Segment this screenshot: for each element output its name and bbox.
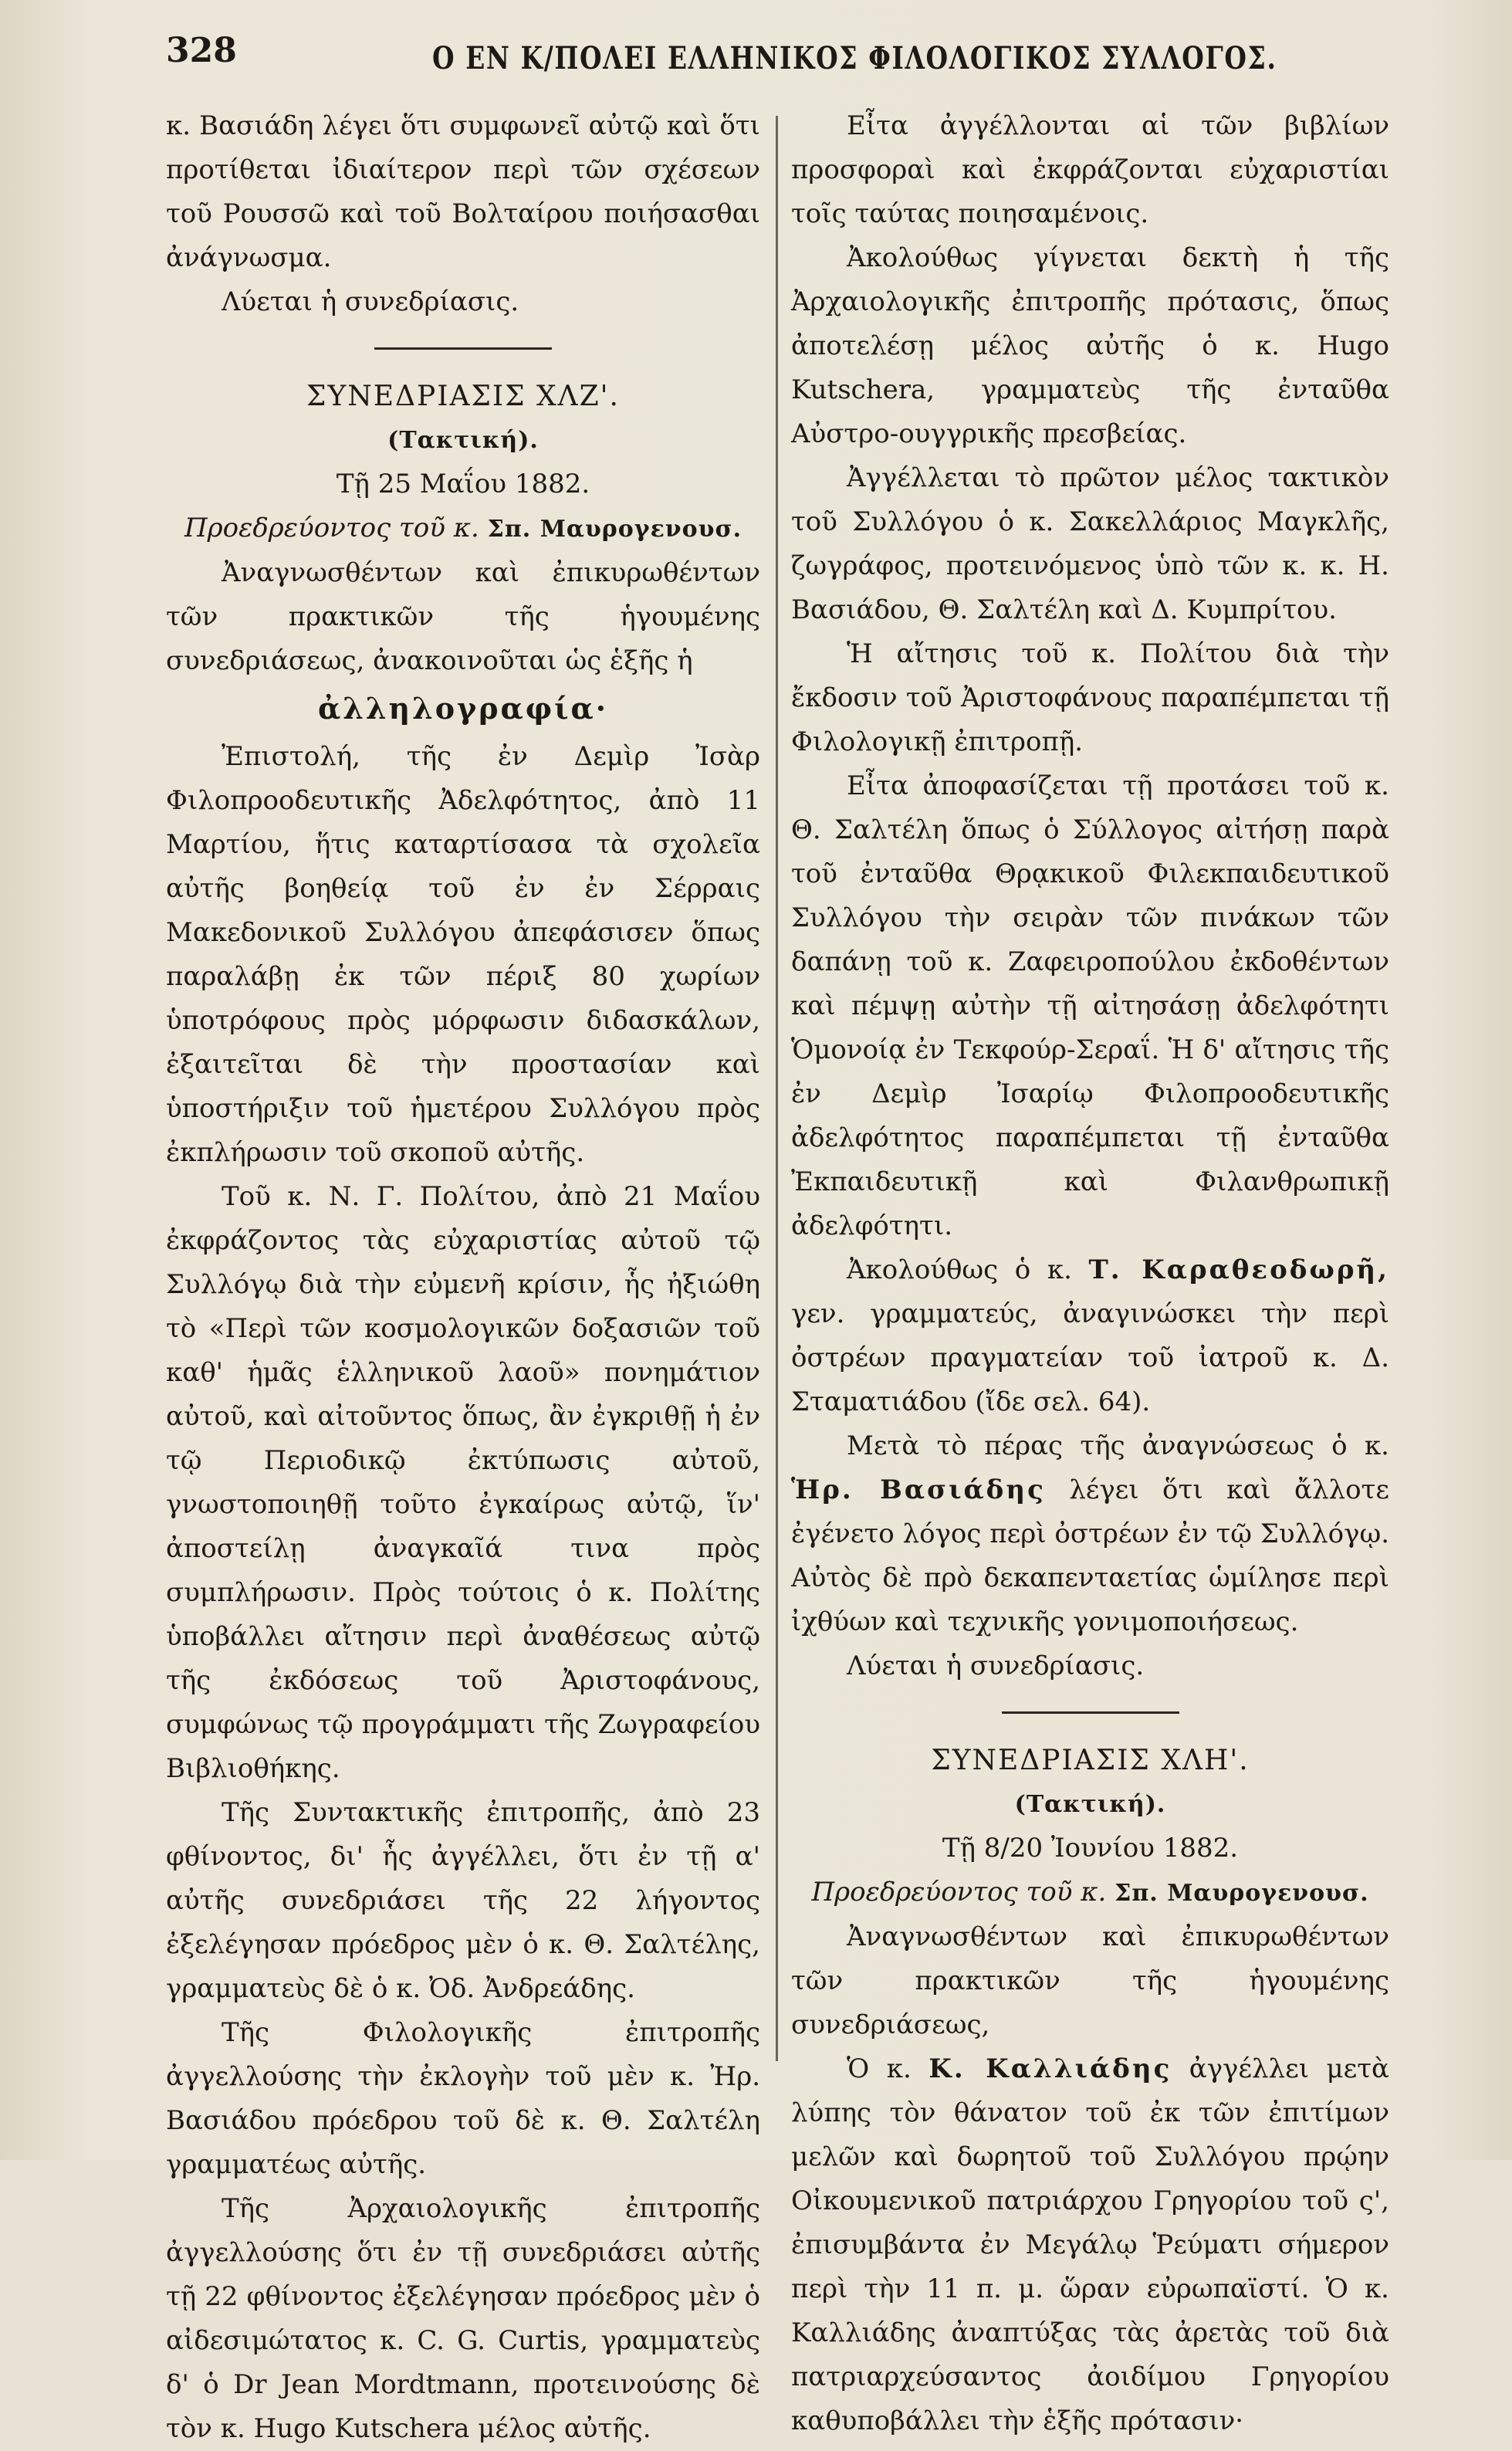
text: γεν. γραμματεύς, ἀναγινώσκει τὴν περὶ ὀστρέων πραγματείαν τοῦ ἰατροῦ κ. Δ. Σταματιάδου (ἴδε σελ. 64).	[791, 1298, 1389, 1417]
session-date: Τῇ 8/20 Ἰουνίου 1882.	[942, 1833, 1239, 1864]
session-type: (Τακτική).	[387, 427, 539, 454]
paragraph: Ἀναγνωσθέντων καὶ ἐπικυρωθέντων τῶν πρακτικῶν τῆς ἡγουμένης συνεδριάσεως,	[791, 1921, 1389, 2040]
president-name: Σπ. Μαυρογενουσ.	[1115, 1880, 1369, 1907]
paragraph: Εἶτα ἀποφασίζεται τῇ προτάσει τοῦ κ. Θ. Σαλτέλη ὅπως ὁ Σύλλογος αἰτήσῃ παρὰ τοῦ ἐνταῦθα Θρᾳκικοῦ Φιλεκπαιδευτικοῦ Συλλόγου τὴν σειρὰν τῶν πινάκων τῶν δαπάνῃ τοῦ κ. Ζαφειροπούλου ἐκδοθέντων καὶ πέμψῃ αὐτὴν τῇ αἰτησάσῃ ἀδελφότητι Ὁμονοίᾳ ἐν Τεκφούρ-Σεραΐ. Ἡ δ' αἴτησις τῆς ἐν Δεμὶρ Ἰσαρίῳ Φιλοπροοδευτικῆς ἀδελφότητος παραπέμπεται τῇ ἐνταῦθα Ἐκπαιδευτικῇ καὶ Φιλανθρωπικῇ ἀδελφότητι.	[791, 770, 1389, 1241]
page-header	[0, 31, 1512, 100]
section-heading: ἀλληλογραφία·	[318, 691, 608, 726]
president-name: Σπ. Μαυρογενουσ.	[487, 516, 742, 543]
paragraph: Τῆς Φιλολογικῆς ἐπιτροπῆς ἀγγελλούσης τὴν ἐκλογὴν τοῦ μὲν κ. Ἠρ. Βασιάδου πρόεδρου τοῦ δὲ κ. Θ. Σαλτέλη γραμματέως αὐτῆς.	[166, 2017, 760, 2180]
page-number: 328	[166, 31, 237, 70]
paragraph: Ἡ αἴτησις τοῦ κ. Πολίτου διὰ τὴν ἔκδοσιν τοῦ Ἀριστοφάνους παραπέμπεται τῇ Φιλολογικῇ ἐπιτροπῇ.	[791, 638, 1389, 757]
paragraph: Τοῦ κ. Ν. Γ. Πολίτου, ἀπὸ 21 Μαΐου ἐκφράζοντος τὰς εὐχαριστίας αὐτοῦ τῷ Συλλόγῳ διὰ τὴν εὐμενῆ κρίσιν, ἧς ἠξιώθη τὸ «Περὶ τῶν κοσμολογικῶν δοξασιῶν τοῦ καθ' ἡμᾶς ἑλληνικοῦ λαοῦ» πονημάτιον αὐτοῦ, καὶ αἰτοῦντος ὅπως, ἂν ἐγκριθῇ ἡ ἐν τῷ Περιοδικῷ ἐκτύπωσις αὐτοῦ, γνωστοποιηθῇ τοῦτο ἐγκαίρως αὐτῷ, ἵν' ἀποστείλῃ ἀναγκαῖά τινα πρὸς συμπλήρωσιν. Πρὸς τούτοις ὁ κ. Πολίτης ὑποβάλλει αἴτησιν περὶ ἀναθέσεως αὐτῷ τῆς ἐκδόσεως τοῦ Ἀριστοφάνους, συμφώνως τῷ προγράμματι τῆς Ζωγραφείου Βιβλιοθήκης.	[166, 1181, 760, 1784]
left-column	[166, 104, 760, 2451]
paragraph: κ. Βασιάδη λέγει ὅτι συμφωνεῖ αὐτῷ καὶ ὅτι προτίθεται ἰδιαίτερον περὶ τῶν σχέσεων τοῦ Ρουσσῶ καὶ τοῦ Βολταίρου ποιήσασθαι ἀνάγνωσμα.	[166, 110, 760, 273]
section-rule	[1002, 1711, 1179, 1714]
paragraph: Τῆς Συντακτικῆς ἐπιτροπῆς, ἀπὸ 23 φθίνοντος, δι' ἧς ἀγγέλλει, ὅτι ἐν τῇ α' αὐτῆς συνεδριάσει τῆς 22 λήγοντος ἐξελέγησαν πρόεδρος μὲν ὁ κ. Θ. Σαλτέλης, γραμματεὺς δὲ ὁ κ. Ὀδ. Ἀνδρεάδης.	[166, 1797, 760, 2004]
paragraph: Ἀναγνωσθέντων καὶ ἐπικυρωθέντων τῶν πρακτικῶν τῆς ἡγουμένης συνεδριάσεως, ἀνακοινοῦται ὡς ἑξῆς ἡ	[166, 557, 760, 676]
paragraph	[791, 1424, 1389, 1644]
paragraph: Ἀκολούθως γίγνεται δεκτὴ ἡ τῆς Ἀρχαιολογικῆς ἐπιτροπῆς πρότασις, ὅπως ἀποτελέσῃ μέλος αὐτῆς ὁ κ. Hugo Kutschera, γραμματεὺς τῆς ἐνταῦθα Αὐστρο-ουγγρικῆς πρεσβείας.	[791, 242, 1389, 449]
running-title: Ο ΕΝ Κ/ΠΟΛΕΙ ΕΛΛΗΝΙΚΟΣ ΦΙΛΟΛΟΓΙΚΟΣ ΣΥΛΛΟΓΟΣ.	[432, 40, 1277, 76]
session-closing: Λύεται ἡ συνεδρίασις.	[847, 1650, 1145, 1681]
right-column	[791, 104, 1389, 2443]
column-divider	[776, 116, 778, 2061]
session-title: ΣΥΝΕΔΡΙΑΣΙΣ ΧΛΗ'.	[931, 1745, 1250, 1776]
text: Μετὰ τὸ πέρας τῆς ἀναγνώσεως ὁ κ.	[847, 1430, 1389, 1461]
paragraph: Ἀγγέλλεται τὸ πρῶτον μέλος τακτικὸν τοῦ Συλλόγου ὁ κ. Σακελλάριος Μαγκλῆς, ζωγράφος, προτεινόμενος ὑπὸ τῶν κ. κ. Η. Βασιάδου, Θ. Σαλτέλη καὶ Δ. Κυμπρίτου.	[791, 462, 1389, 625]
paragraph: Εἶτα ἀγγέλλονται αἱ τῶν βιβλίων προσφοραὶ καὶ ἐκφράζονται εὐχαριστίαι τοῖς ταύτας ποιησαμένοις.	[791, 110, 1389, 229]
text: Ἀκολούθως ὁ κ.	[847, 1254, 1072, 1285]
person-name: Τ. Καραθεοδωρῆ,	[1088, 1254, 1389, 1285]
text: λέγει ὅτι καὶ ἄλλοτε ἐγένετο λόγος περὶ ὀστρέων ἐν τῷ Συλλόγῳ. Αὐτὸς δὲ πρὸ δεκαπενταετίας ὡμίλησε περὶ ἰχθύων καὶ τεχνικῆς γονιμοποιήσεως.	[791, 1474, 1389, 1637]
presidency-line	[166, 506, 760, 551]
presidency-prefix: Προεδρεύοντος τοῦ κ.	[811, 1877, 1107, 1908]
text: Ὁ κ.	[847, 2053, 912, 2084]
session-type: (Τακτική).	[1014, 1791, 1166, 1818]
text: ἀγγέλλει μετὰ λύπης τὸν θάνατον τοῦ ἐκ τῶν ἐπιτίμων μελῶν καὶ δωρητοῦ τοῦ Συλλόγου πρῴην Οἰκουμενικοῦ πατριάρχου Γρηγορίου τοῦ ς', ἐπισυμβάντα ἐν Μεγάλῳ Ῥεύματι σήμερον περὶ τὴν 11 π. μ. ὥραν εὐρωπαϊστί. Ὁ κ. Καλλιάδης ἀναπτύξας τὰς ἀρετὰς τοῦ διὰ πατριαρχεύσαντος ἀοιδίμου Γρηγορίου καθυποβάλλει τὴν ἑξῆς πρότασιν·	[791, 2053, 1390, 2436]
paragraph	[791, 1248, 1389, 1424]
section-rule	[374, 347, 552, 350]
presidency-line	[791, 1870, 1389, 1915]
presidency-prefix: Προεδρεύοντος τοῦ κ.	[184, 513, 479, 543]
session-title: ΣΥΝΕΔΡΙΑΣΙΣ ΧΛΖ'.	[306, 381, 620, 412]
paragraph: Τῆς Ἀρχαιολογικῆς ἐπιτροπῆς ἀγγελλούσης ὅτι ἐν τῇ συνεδριάσει αὐτῆς τῇ 22 φθίνοντος ἐξελέγησαν πρόεδρος μὲν ὁ αἰδεσιμώτατος κ. C. G. Curtis, γραμματεὺς δ' ὁ Dr Jean Mordtmann, προτεινούσης δὲ τὸν κ. Hugo Kutschera μέλος αὐτῆς.	[166, 2193, 760, 2444]
person-name: Ἡρ. Βασιάδης	[791, 1474, 1046, 1505]
person-name: Κ. Καλλιάδης	[929, 2053, 1172, 2084]
paragraph	[791, 2047, 1389, 2443]
session-date: Τῇ 25 Μαΐου 1882.	[336, 469, 590, 499]
paragraph: Ἐπιστολή, τῆς ἐν Δεμὶρ Ἰσὰρ Φιλοπροοδευτικῆς Ἀδελφότητος, ἀπὸ 11 Μαρτίου, ἥτις καταρτίσασα τὰ σχολεῖα αὐτῆς βοηθείᾳ τοῦ ἐν ἐν Σέρραις Μακεδονικοῦ Συλλόγου ἀπεφάσισεν ὅπως παραλάβῃ ἐκ τῶν πέριξ 80 χωρίων ὑποτρόφους πρὸς μόρφωσιν διδασκάλων, ἐξαιτεῖται δὲ τὴν προστασίαν καὶ ὑποστήριξιν τοῦ ἡμετέρου Συλλόγου πρὸς ἐκπλήρωσιν τοῦ σκοποῦ αὐτῆς.	[166, 741, 760, 1168]
session-closing: Λύεται ἡ συνεδρίασις.	[222, 286, 519, 317]
